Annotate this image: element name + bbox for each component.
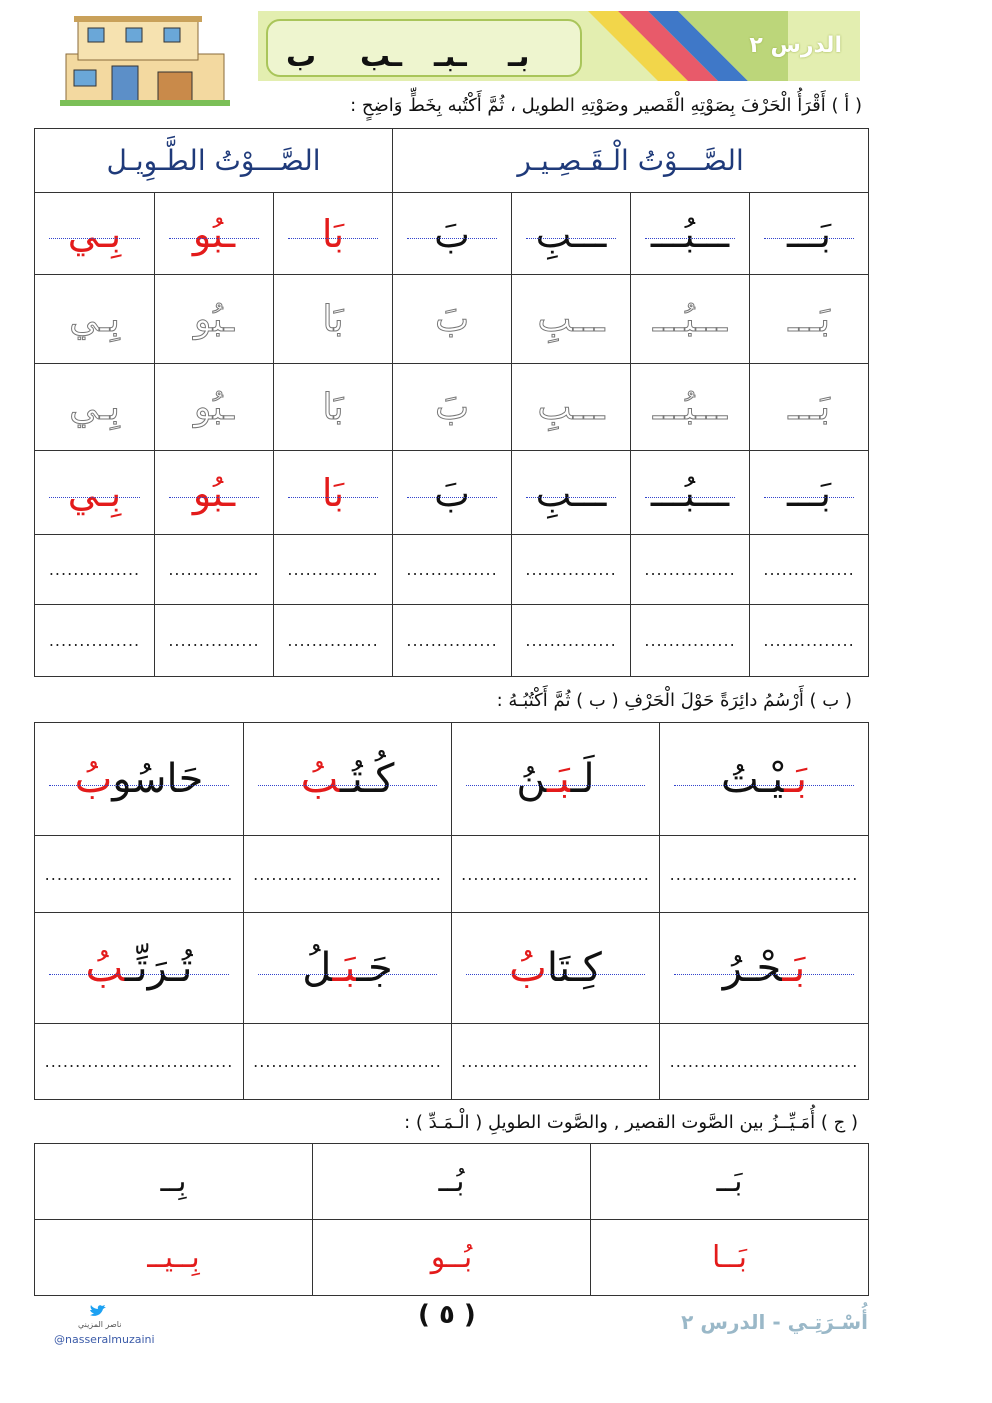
footer-title: أُسْـرَتِـي - الدرس ٢ (681, 1310, 868, 1334)
short-sound-cell (313, 1144, 591, 1220)
writing-cell[interactable] (155, 605, 274, 677)
trace-cell[interactable] (512, 364, 631, 451)
guide-line (645, 497, 735, 498)
trace-syllable: بَـــ (788, 298, 830, 340)
trace-cell[interactable] (35, 364, 155, 451)
short-syllable: بَ (434, 470, 470, 515)
word-cell (244, 913, 452, 1024)
guide-line (169, 497, 259, 498)
writing-dots: ............... (287, 631, 379, 650)
short-cell (393, 193, 512, 275)
long-sound-cell (313, 1220, 591, 1296)
trace-cell[interactable] (393, 275, 512, 364)
word-cell (452, 723, 660, 836)
section-b-instruction: ( ب ) أَرْسُمُ دائِرَةً حَوْلَ الْحَرْفِ ( ب ) ثُمَّ أَكْتُبُـهُ : (496, 690, 852, 711)
writing-cell[interactable] (452, 836, 660, 913)
short-syllable: بَ (434, 211, 470, 256)
word: كُـتُـبُ (300, 756, 395, 802)
long-syllable: بَــا (711, 1239, 748, 1275)
writing-dots: ............... (525, 631, 617, 650)
trace-cell[interactable] (512, 275, 631, 364)
guide-line (49, 785, 229, 786)
short-cell (631, 193, 750, 275)
writing-dots: ............................... (44, 864, 234, 884)
short-cell (393, 451, 512, 535)
long-syllable: بُــو (430, 1239, 473, 1275)
word: جَـبَـلُ (302, 945, 393, 991)
trace-cell[interactable] (750, 275, 869, 364)
short-cell (750, 193, 869, 275)
long-syllable: بِـي (67, 211, 122, 256)
writing-dots: ............................... (253, 864, 442, 884)
guide-line (49, 238, 140, 239)
short-syllable: ـــبِ (535, 470, 607, 515)
writing-dots: ............... (168, 631, 260, 650)
word: بَـيْـتُ (721, 756, 807, 802)
writing-dots: ............................... (669, 864, 859, 884)
trace-syllable: ـبُو (193, 386, 234, 428)
writing-dots: ............... (644, 560, 736, 579)
author-handle[interactable]: @nasseralmuzaini (54, 1333, 155, 1346)
trace-syllable: ـــبُـــ (652, 386, 728, 428)
guide-line (407, 238, 497, 239)
long-cell (274, 451, 393, 535)
writing-dots: ............... (763, 631, 855, 650)
letter-form: ـبـ (434, 39, 467, 74)
letter-form: ـب (360, 39, 403, 74)
writing-cell[interactable] (35, 535, 155, 605)
long-cell (155, 451, 274, 535)
section-a-table (34, 128, 869, 677)
trace-syllable: بِـي (69, 298, 120, 340)
guide-line (645, 238, 735, 239)
guide-line (466, 974, 645, 975)
short-syllable: بِــ (160, 1163, 187, 1199)
short-sound-cell (591, 1144, 869, 1220)
writing-cell[interactable] (631, 605, 750, 677)
page-number: ( ٥ ) (418, 1300, 476, 1330)
writing-dots: ............... (406, 631, 498, 650)
writing-cell[interactable] (35, 1024, 244, 1100)
writing-cell[interactable] (35, 836, 244, 913)
trace-syllable: ـبُو (193, 298, 234, 340)
guide-line (258, 974, 437, 975)
long-syllable: ـبُو (192, 470, 236, 515)
long-sound-header: الصَّـــوْتُ الطَّـوِيـل (35, 129, 393, 193)
long-syllable: بِـي (67, 470, 122, 515)
writing-dots: ............................... (461, 864, 650, 884)
guide-line (526, 238, 616, 239)
trace-syllable: ـــبِ (537, 386, 605, 428)
word-cell (452, 913, 660, 1024)
long-sound-cell (591, 1220, 869, 1296)
guide-line (288, 497, 378, 498)
letter-form: ب (286, 39, 317, 74)
long-syllable: بَا (321, 211, 345, 256)
trace-syllable: بَ (435, 386, 469, 428)
trace-syllable: ـــبُـــ (652, 298, 728, 340)
long-syllable: بِــيــ (147, 1239, 200, 1275)
writing-cell[interactable] (244, 836, 452, 913)
long-syllable: بَا (321, 470, 345, 515)
guide-line (466, 785, 645, 786)
writing-dots: ............................... (253, 1052, 442, 1071)
word: بَـحْـرُ (722, 945, 806, 991)
guide-line (49, 974, 229, 975)
house-illustration (60, 14, 230, 106)
word: لَـبَـنُ (516, 756, 595, 802)
writing-dots: ............... (525, 560, 617, 579)
short-syllable: ـــبُـــ (650, 470, 730, 515)
trace-syllable: بِـي (69, 386, 120, 428)
trace-cell[interactable] (35, 275, 155, 364)
trace-syllable: ـــبِ (537, 298, 605, 340)
writing-cell[interactable] (393, 535, 512, 605)
trace-syllable: بَا (322, 298, 344, 340)
letter-forms-box (266, 19, 582, 77)
trace-syllable: بَـــ (788, 386, 830, 428)
short-syllable: ـــبِ (535, 211, 607, 256)
section-c-instruction: ( ج ) أُمَـيِّــزُ بين الصَّوت القصير , والصَّوت الطويلِ ( الْـمَـدِّ ) : (404, 1112, 858, 1133)
trace-cell[interactable] (274, 364, 393, 451)
writing-cell[interactable] (393, 605, 512, 677)
writing-dots: ............... (406, 560, 498, 579)
guide-line (674, 785, 854, 786)
short-cell (631, 451, 750, 535)
word: حَاسُوبُ (74, 756, 204, 802)
trace-syllable: بَا (322, 386, 344, 428)
writing-cell[interactable] (274, 535, 393, 605)
guide-line (526, 497, 616, 498)
writing-dots: ............... (644, 631, 736, 650)
short-sound-cell (35, 1144, 313, 1220)
long-cell (35, 451, 155, 535)
trace-cell[interactable] (155, 275, 274, 364)
writing-dots: ............................... (44, 1052, 234, 1071)
short-syllable: بَــ (716, 1163, 743, 1199)
word: تُـرَتِّـبُ (85, 945, 193, 991)
trace-cell[interactable] (274, 275, 393, 364)
writing-cell[interactable] (660, 1024, 869, 1100)
long-cell (35, 193, 155, 275)
writing-cell[interactable] (35, 605, 155, 677)
writing-dots: ............................... (461, 1052, 650, 1071)
word-cell (660, 723, 869, 836)
short-cell (750, 451, 869, 535)
writing-dots: ............... (48, 560, 141, 579)
section-b-table (34, 722, 869, 1100)
writing-cell[interactable] (274, 605, 393, 677)
writing-cell[interactable] (750, 535, 869, 605)
author-name: ناصر المزيني (78, 1320, 122, 1329)
short-cell (512, 193, 631, 275)
trace-cell[interactable] (631, 364, 750, 451)
trace-cell[interactable] (750, 364, 869, 451)
short-syllable: ـــبُـــ (650, 211, 730, 256)
short-syllable: بُــ (438, 1163, 465, 1199)
long-syllable: ـبُو (192, 211, 236, 256)
guide-line (169, 238, 259, 239)
trace-cell[interactable] (393, 364, 512, 451)
guide-line (288, 238, 378, 239)
guide-line (764, 497, 854, 498)
word: كِـتَابُ (509, 945, 602, 991)
lesson-banner (258, 11, 860, 81)
writing-dots: ............... (48, 631, 141, 650)
writing-cell[interactable] (155, 535, 274, 605)
section-c-table (34, 1143, 869, 1296)
writing-cell[interactable] (512, 605, 631, 677)
writing-dots: ............................... (669, 1052, 859, 1071)
writing-cell[interactable] (244, 1024, 452, 1100)
writing-dots: ............... (763, 560, 855, 579)
trace-syllable: بَ (435, 298, 469, 340)
guide-line (764, 238, 854, 239)
guide-line (49, 497, 140, 498)
twitter-icon (90, 1305, 106, 1317)
word-cell (35, 913, 244, 1024)
short-syllable: بَـــ (787, 470, 832, 515)
section-a-instruction: ( أ ) أَقْرَأُ الْحَرْفَ بِصَوْتِهِ الْقَصير وصَوْتِهِ الطويل ، ثُمَّ أَكْتُبه بِخَطٍّ وَاضِحٍ : (350, 95, 862, 116)
letter-form: بـ (508, 39, 530, 74)
trace-cell[interactable] (631, 275, 750, 364)
writing-dots: ............... (287, 560, 379, 579)
writing-cell[interactable] (631, 535, 750, 605)
long-cell (274, 193, 393, 275)
writing-cell[interactable] (452, 1024, 660, 1100)
short-syllable: بَـــ (787, 211, 832, 256)
short-cell (512, 451, 631, 535)
word-cell (244, 723, 452, 836)
guide-line (258, 785, 437, 786)
guide-line (407, 497, 497, 498)
lesson-label: الدرس ٢ (749, 33, 842, 58)
writing-cell[interactable] (750, 605, 869, 677)
writing-cell[interactable] (512, 535, 631, 605)
trace-cell[interactable] (155, 364, 274, 451)
writing-dots: ............... (168, 560, 260, 579)
guide-line (674, 974, 854, 975)
short-sound-header: الصَّـــوْتُ الْـقَـصِـيـر (393, 129, 869, 193)
writing-cell[interactable] (660, 836, 869, 913)
word-cell (660, 913, 869, 1024)
long-cell (155, 193, 274, 275)
word-cell (35, 723, 244, 836)
long-sound-cell (35, 1220, 313, 1296)
